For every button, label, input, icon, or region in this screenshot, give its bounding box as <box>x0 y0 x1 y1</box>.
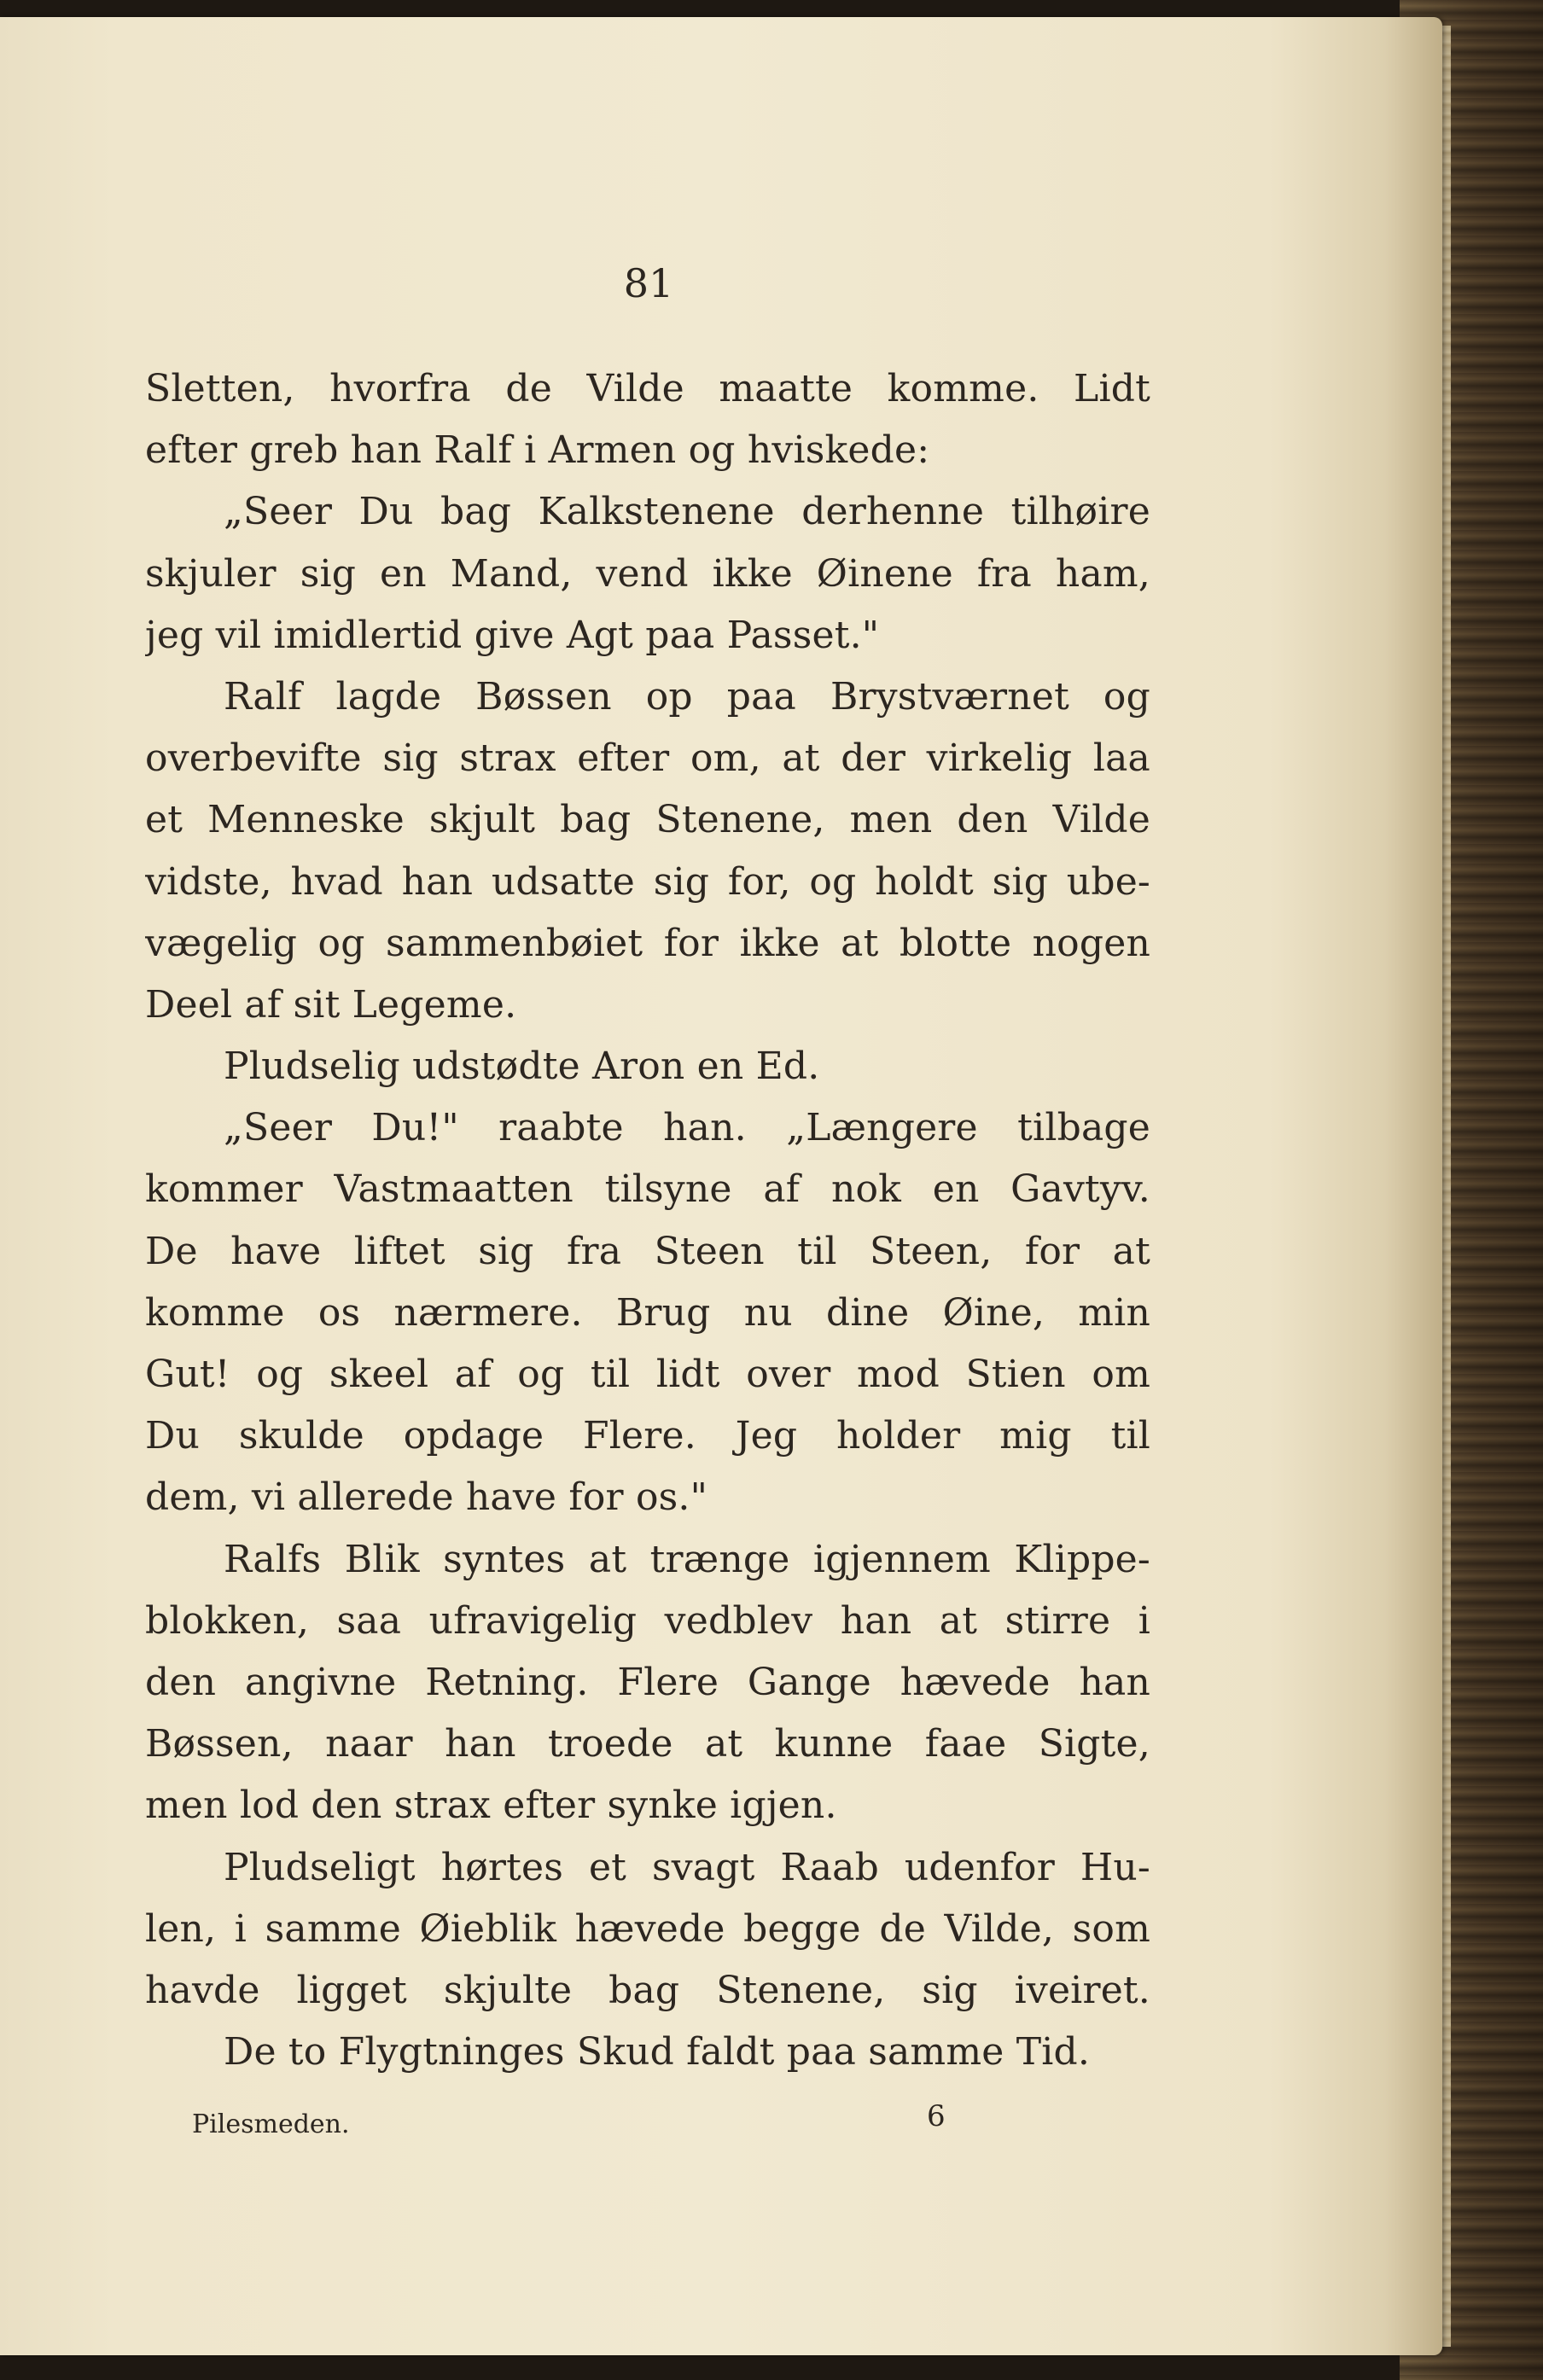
text-line: Bøssen, naar han troede at kunne faae Sigte, <box>145 1722 1150 1766</box>
text-line: Ralfs Blik syntes at trænge igjennem Klippe- <box>224 1537 1150 1581</box>
text-line: havde ligget skjulte bag Stenene, sig iveiret. <box>145 1968 1150 2012</box>
text-line: Gut! og skeel af og til lidt over mod Stien om <box>145 1353 1150 1396</box>
text-line: efter greb han Ralf i Armen og hviskede: <box>145 428 930 473</box>
text-line: „Seer Du!" raabte han. „Længere tilbage <box>224 1106 1150 1150</box>
text-line: vægelig og sammenbøiet for ikke at blotte nogen <box>145 921 1150 965</box>
text-line: komme os nærmere. Brug nu dine Øine, min <box>145 1290 1150 1335</box>
text-line: vidste, hvad han udsatte sig for, og holdt sig ube- <box>145 859 1150 904</box>
text-line: kommer Vastmaatten tilsyne af nok en Gavtyv. <box>145 1167 1150 1212</box>
text-line: den angivne Retning. Flere Gange hævede han <box>145 1660 1150 1704</box>
sheet-number: 6 <box>927 2099 946 2133</box>
text-line: Sletten, hvorfra de Vilde maatte komme. Lidt <box>145 367 1150 410</box>
text-line: overbevifte sig strax efter om, at der virkelig laa <box>145 736 1150 781</box>
text-line: men lod den strax efter synke igjen. <box>145 1784 837 1828</box>
text-line: De have liftet sig fra Steen til Steen, for at <box>145 1229 1150 1273</box>
text-line: De to Flygtninges Skud faldt paa samme Tid. <box>224 2030 1091 2074</box>
text-line: „Seer Du bag Kalkstenene derhenne tilhøire <box>224 490 1150 534</box>
text-line: dem, vi allerede have for os." <box>145 1475 708 1520</box>
page-paper <box>0 17 1442 2355</box>
text-line: Du skulde opdage Flere. Jeg holder mig til <box>145 1414 1150 1458</box>
text-line: Pludselig udstødte Aron en Ed. <box>224 1045 820 1089</box>
text-line: Ralf lagde Bøssen op paa Brystværnet og <box>224 674 1150 719</box>
text-line: jeg vil imidlertid give Agt paa Passet." <box>145 613 880 657</box>
text-line: skjuler sig en Mand, vend ikke Øinene fra ham, <box>145 551 1150 596</box>
text-line: len, i samme Øieblik hævede begge de Vilde, som <box>145 1906 1150 1951</box>
page-number: 81 <box>623 260 674 306</box>
page-footer <box>145 2099 1150 2150</box>
text-line: blokken, saa ufravigelig vedblev han at stirre i <box>145 1598 1150 1643</box>
page-text-area <box>0 17 1442 2355</box>
text-lines <box>145 358 1150 2083</box>
text-line: et Menneske skjult bag Stenene, men den Vilde <box>145 798 1150 842</box>
footer-signature: Pilesmeden. <box>192 2109 350 2139</box>
text-line: Pludseligt hørtes et svagt Raab udenfor Hu- <box>224 1845 1150 1889</box>
text-line: Deel af sit Legeme. <box>145 982 517 1027</box>
